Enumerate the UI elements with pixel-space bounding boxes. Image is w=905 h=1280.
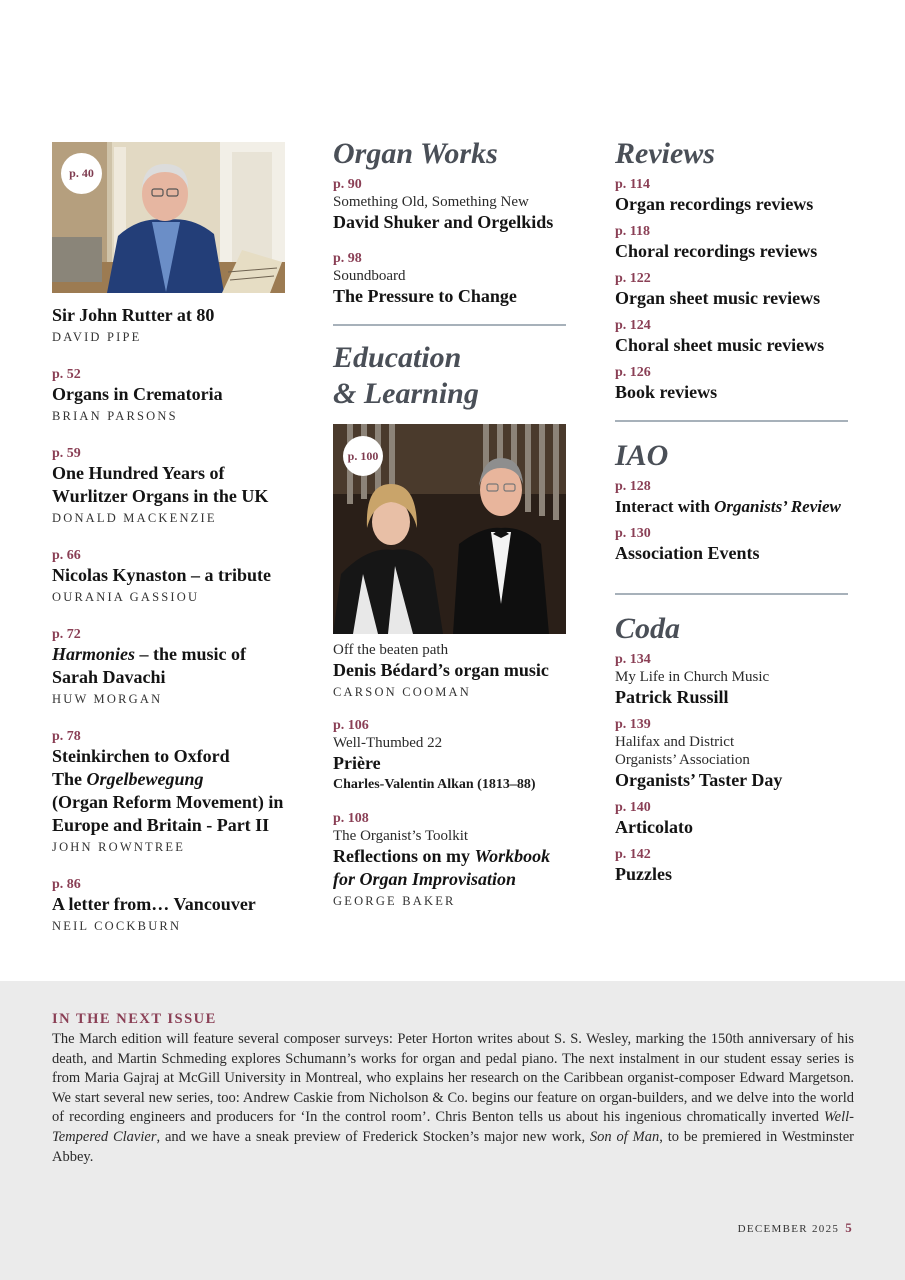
text-italic: Well-Tempered Clavier	[52, 1109, 854, 1145]
title-plain: Reflections on my	[333, 846, 475, 866]
page-number: p. 114	[615, 177, 651, 192]
john-rutter-photo	[52, 142, 285, 293]
title-rest: – the music of	[135, 644, 247, 664]
article-title-line-1	[333, 845, 567, 868]
review-item[interactable]	[615, 364, 849, 404]
next-issue-panel	[0, 981, 905, 1280]
article-author: HUW MORGAN	[52, 692, 163, 706]
review-item[interactable]	[615, 176, 849, 216]
article-title: Association Events	[615, 543, 760, 563]
article-title: Organ sheet music reviews	[615, 288, 821, 308]
article-reflections[interactable]	[333, 810, 567, 910]
page-number: p. 139	[615, 717, 651, 732]
article-articolato[interactable]	[615, 799, 849, 839]
title-italic: Orgelbewegung	[86, 769, 204, 789]
page-number: p. 52	[52, 367, 81, 382]
title-italic: Harmonies	[52, 644, 136, 664]
title-plain: Interact with	[615, 497, 715, 516]
article-author: GEORGE BAKER	[333, 894, 456, 908]
section-heading-line-1: Education	[333, 341, 462, 374]
text-part: , and we have a sneak preview of Frederick Stocken’s major new work,	[156, 1128, 590, 1145]
section-divider	[615, 593, 848, 595]
title-italic: Organists’ Review	[714, 497, 841, 516]
article-title	[615, 495, 849, 518]
section-heading-line-2: & Learning	[333, 377, 479, 410]
article-title-line-3: (Organ Reform Movement) in	[52, 792, 284, 812]
article-author: OURANIA GASSIOU	[52, 590, 200, 604]
title-italic: Workbook	[474, 846, 551, 866]
article-title: Sir John Rutter at 80	[52, 305, 215, 325]
article-title: Organs in Crematoria	[52, 384, 223, 404]
article-title-line-2	[52, 768, 286, 791]
article-bedard[interactable]	[333, 641, 567, 701]
page-number: p. 98	[333, 251, 362, 266]
page-number: p. 134	[615, 652, 651, 667]
article-kicker-line-2: Organists’ Association	[615, 752, 750, 768]
section-divider	[615, 420, 848, 422]
article-kicker: Something Old, Something New	[333, 194, 529, 210]
page-number: p. 140	[615, 800, 651, 815]
article-subtitle: Charles-Valentin Alkan (1813–88)	[333, 777, 536, 792]
article-taster-day[interactable]	[615, 716, 849, 792]
article-kicker: The Organist’s Toolkit	[333, 828, 469, 844]
article-shuker[interactable]	[333, 176, 567, 234]
article-harmonies[interactable]	[52, 626, 286, 708]
page-number: p. 124	[615, 318, 651, 333]
page-number: p. 86	[52, 877, 81, 892]
article-author: CARSON COOMAN	[333, 685, 471, 699]
review-item[interactable]	[615, 223, 849, 263]
article-title: Puzzles	[615, 864, 672, 884]
article-title-line-1: Steinkirchen to Oxford	[52, 746, 230, 766]
article-title: Organ recordings reviews	[615, 194, 814, 214]
section-divider	[333, 324, 566, 326]
next-issue-text	[52, 1030, 854, 1167]
article-events[interactable]	[615, 525, 849, 565]
article-priere[interactable]	[333, 717, 567, 794]
article-pressure[interactable]	[333, 250, 567, 308]
article-kicker: Well-Thumbed 22	[333, 735, 443, 751]
section-heading-reviews: Reviews	[615, 137, 715, 170]
article-title: Choral sheet music reviews	[615, 335, 825, 355]
article-author: DONALD MACKENZIE	[52, 511, 217, 525]
column-features	[52, 142, 286, 935]
article-title: Nicolas Kynaston – a tribute	[52, 565, 272, 585]
article-russill[interactable]	[615, 651, 849, 709]
page-number: p. 90	[333, 177, 362, 192]
text-italic: Son of Man	[589, 1128, 660, 1145]
page-number: p. 59	[52, 446, 81, 461]
review-item[interactable]	[615, 317, 849, 357]
page-number: p. 72	[52, 627, 81, 642]
article-author: JOHN ROWNTREE	[52, 840, 186, 854]
article-kynaston[interactable]	[52, 547, 286, 606]
title-plain: The	[52, 769, 87, 789]
page-number: p. 126	[615, 365, 651, 380]
next-issue-heading: IN THE NEXT ISSUE	[52, 1011, 217, 1027]
column-reviews-iao-coda	[615, 136, 849, 886]
article-puzzles[interactable]	[615, 846, 849, 886]
article-title-line-4: Europe and Britain - Part II	[52, 815, 270, 835]
article-title: Choral recordings reviews	[615, 241, 818, 261]
section-heading-organ-works: Organ Works	[333, 137, 498, 170]
article-title: Articolato	[615, 817, 693, 837]
page-number: p. 142	[615, 847, 651, 862]
article-title: A letter from… Vancouver	[52, 894, 256, 914]
page-number: p. 106	[333, 718, 369, 733]
article-title-line-2	[333, 868, 567, 891]
article-crematoria[interactable]	[52, 366, 286, 425]
column-organ-education	[333, 136, 567, 910]
article-title: Patrick Russill	[615, 687, 729, 707]
page-number: p. 130	[615, 526, 651, 541]
article-title: Organists’ Taster Day	[615, 770, 783, 790]
page-badge: p. 100	[343, 436, 383, 476]
article-title-line-2: Wurlitzer Organs in the UK	[52, 486, 269, 506]
section-heading-education	[333, 340, 567, 412]
article-title: Denis Bédard’s organ music	[333, 660, 549, 680]
article-kicker: My Life in Church Music	[615, 669, 770, 685]
article-title-line-1: One Hundred Years of	[52, 463, 225, 483]
page-number: p. 128	[615, 479, 651, 494]
text-part: , to be premiered in Westminster Abbey.	[52, 1128, 854, 1165]
issue-date: DECEMBER 2025	[737, 1223, 840, 1235]
article-author: NEIL COCKBURN	[52, 919, 182, 933]
article-title: The Pressure to Change	[333, 286, 517, 306]
page-number: p. 122	[615, 271, 651, 286]
article-interact[interactable]	[615, 478, 849, 518]
text-part: The March edition will feature several composer surveys: Peter Horton writes about S. S. Wesley, marking the 150th anniversary of his death, and Martin Schmeding explores Schumann’s works for organ and pedal piano. The next instalment in our student essay series is from Maria Gajraj at McGill University in Montreal, who explains her research on the Caribbean organist-composer Edward Margetson. We start several new series, too: Andrew Caskie from Nicholson & Co. begins our feature on organ-builders, and we delve into the world of recording engineers and producers for ‘In the control room’. Chris Benton tells us about his ingenious chromatically inverted	[52, 1031, 854, 1126]
page-folio	[738, 1220, 853, 1236]
page-number: p. 78	[52, 729, 81, 744]
article-kicker: Soundboard	[333, 268, 406, 284]
article-title-line-1	[52, 643, 286, 666]
page-number: p. 118	[615, 224, 651, 239]
review-item[interactable]	[615, 270, 849, 310]
article-kicker: Off the beaten path	[333, 642, 449, 658]
article-rutter[interactable]	[52, 304, 286, 346]
bedard-photo	[333, 424, 566, 634]
article-wurlitzer[interactable]	[52, 445, 286, 527]
article-author: BRIAN PARSONS	[52, 409, 178, 423]
folio-page-number: 5	[845, 1220, 853, 1235]
title-italic: for Organ Improvisation	[333, 869, 517, 889]
section-heading-coda: Coda	[615, 612, 681, 645]
article-title: David Shuker and Orgelkids	[333, 212, 554, 232]
article-steinkirchen[interactable]	[52, 728, 286, 856]
article-author: DAVID PIPE	[52, 330, 142, 344]
page-number: p. 66	[52, 548, 81, 563]
section-heading-iao: IAO	[615, 439, 669, 472]
article-vancouver[interactable]	[52, 876, 286, 935]
page-badge: p. 40	[61, 153, 102, 194]
article-kicker-line-1: Halifax and District	[615, 734, 735, 750]
article-title: Prière	[333, 753, 381, 773]
page-number: p. 108	[333, 811, 369, 826]
article-title: Book reviews	[615, 382, 718, 402]
article-title-line-2: Sarah Davachi	[52, 667, 166, 687]
